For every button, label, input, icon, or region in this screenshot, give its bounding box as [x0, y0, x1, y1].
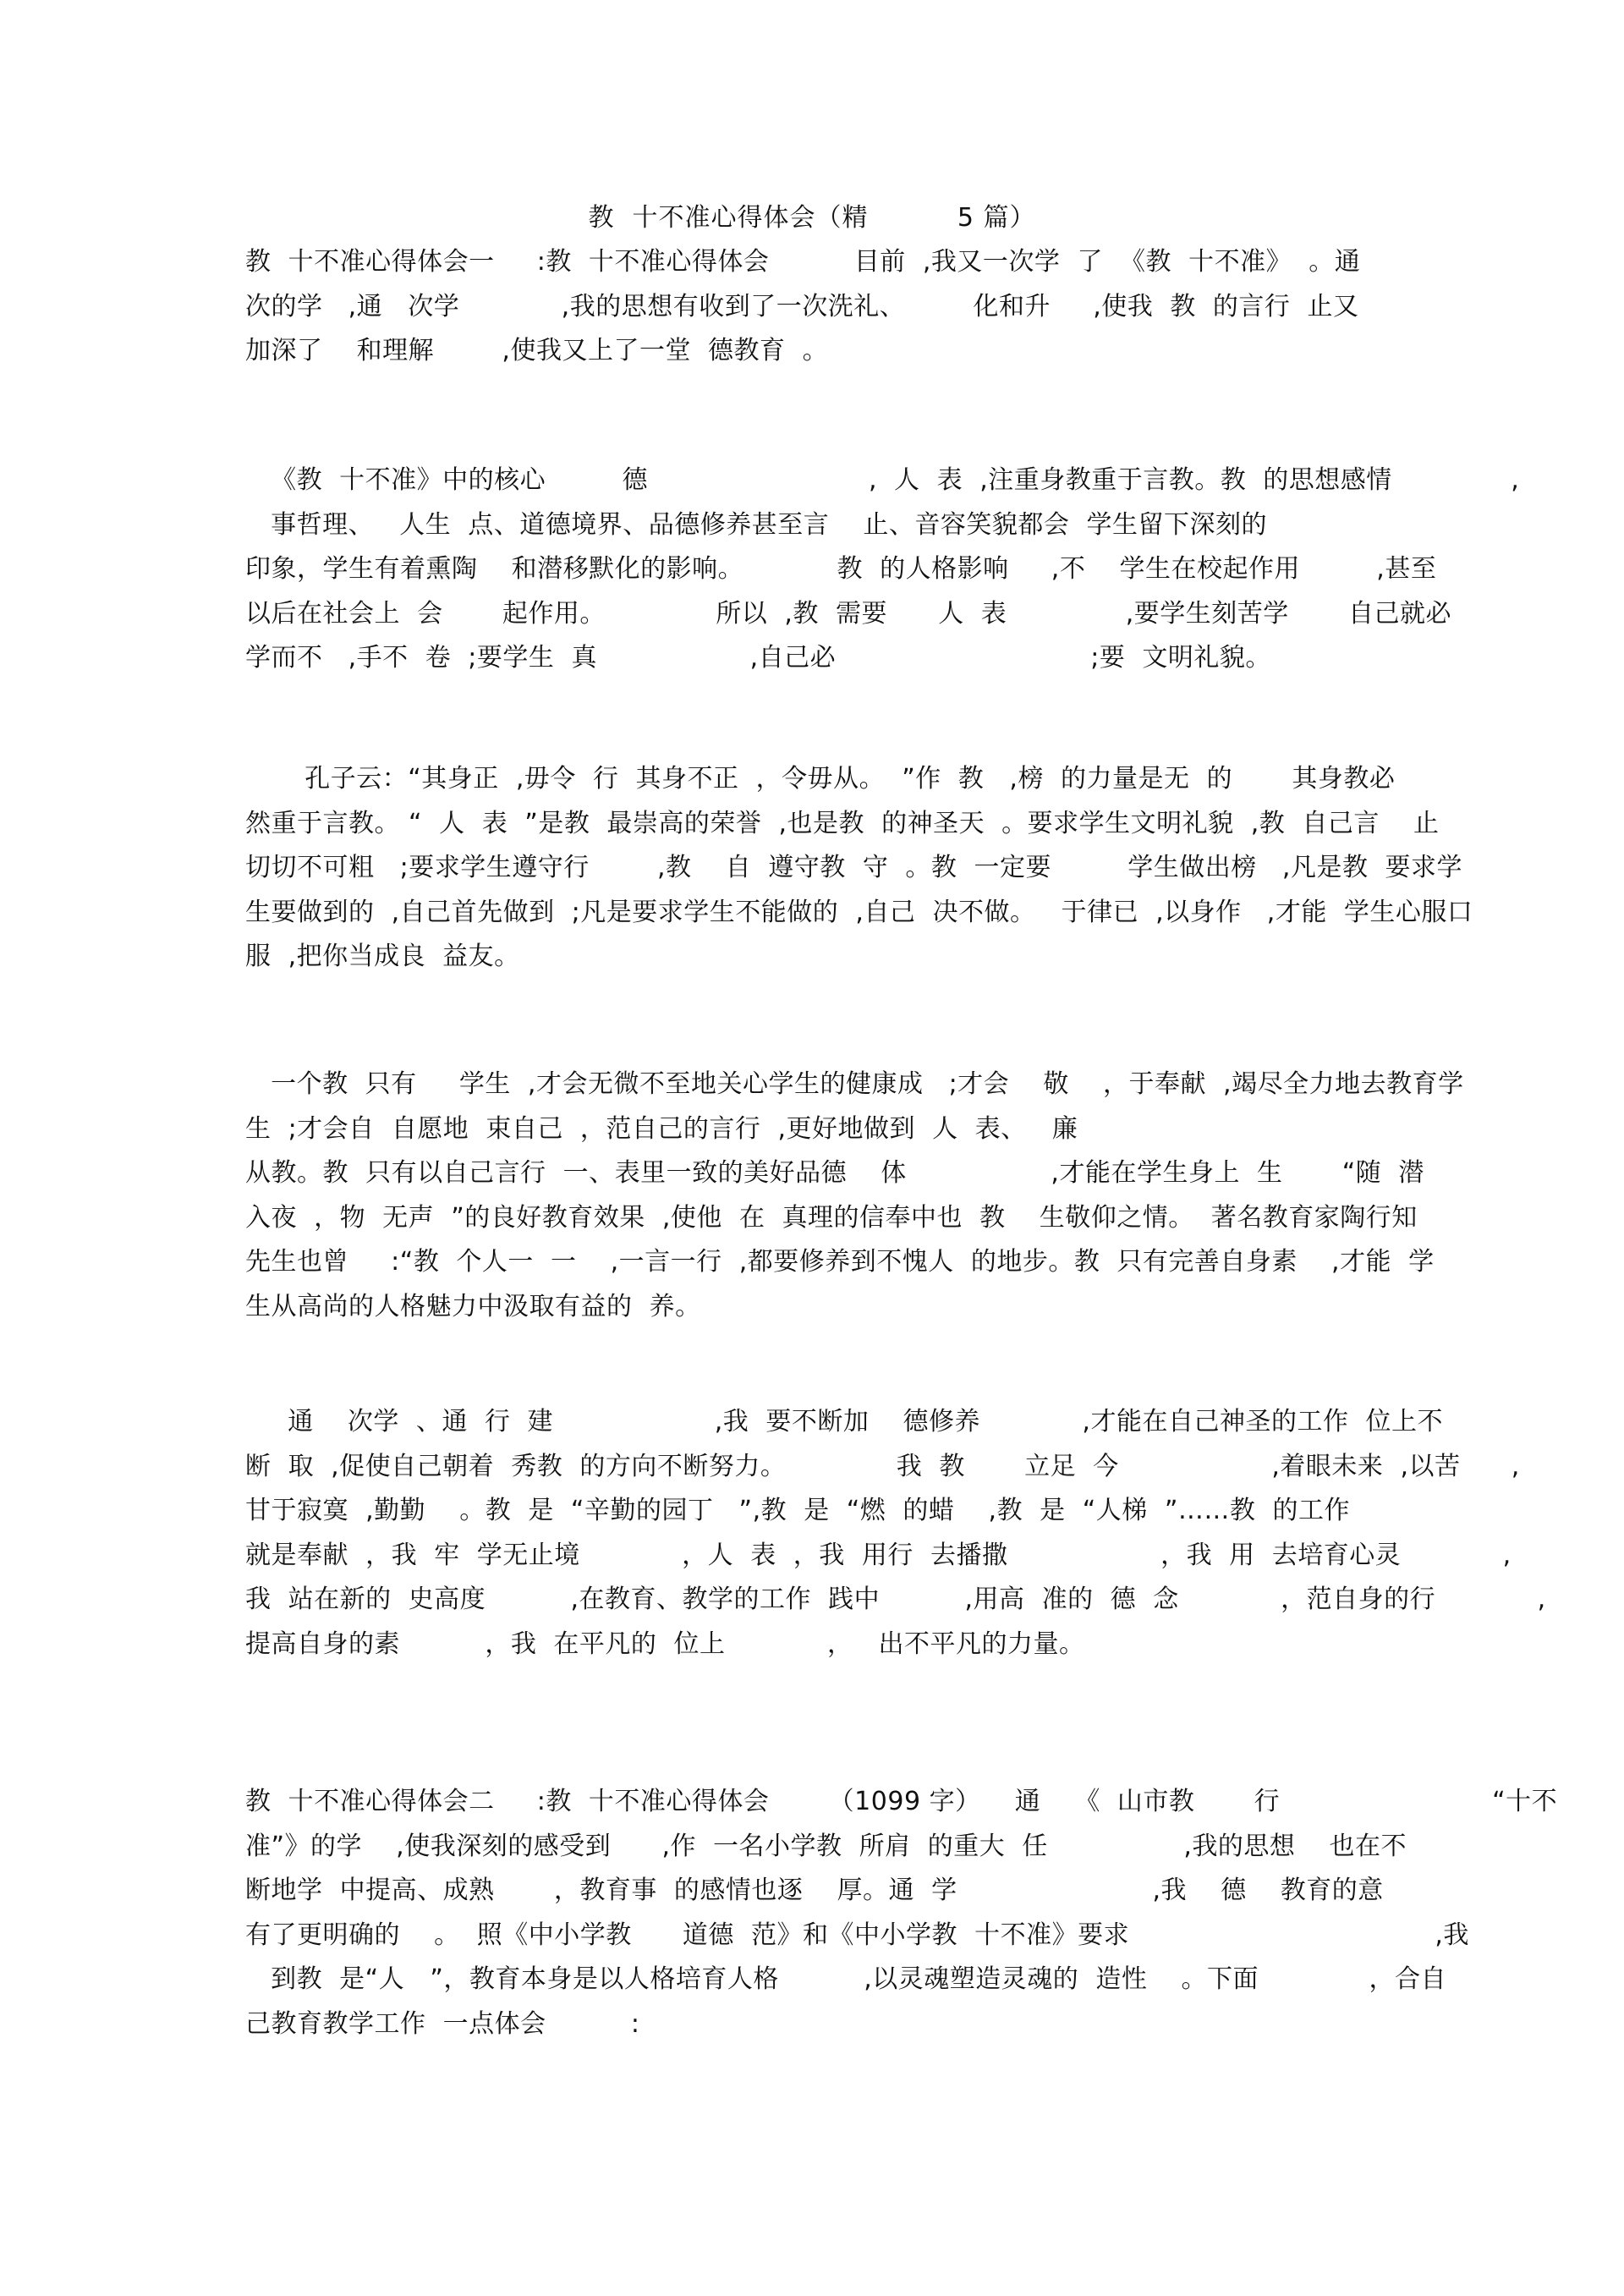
- text-line: 生从高尚的人格魅力中汲取有益的 养。: [245, 1291, 701, 1321]
- text-line: 准”》的学 ,使我深刻的感受到 ,作 一名小学教 所肩 的重大 任 ,我的思想 也在不: [245, 1831, 1407, 1861]
- text-line: 入夜 ，物 无声 ”的良好教育效果 ,使他 在 真理的信奉中也 教 生敬仰之情。 著名教育家陶行知: [245, 1202, 1418, 1233]
- text-line: 教 十不准心得体会二 :教 十不准心得体会 （1099 字） 通 《 山市教 行 “十不: [245, 1787, 1558, 1816]
- text-line: 提高自身的素 ，我 在平凡的 位上 ， 出不平凡的力量。: [245, 1629, 1085, 1659]
- text-line: 以后在社会上 会 起作用。 所以 ,教 需要 人 表 ,要学生刻苦学 自己就必: [245, 598, 1452, 629]
- text-line: 就是奉献 ，我 牢 学无止境 ，人 表 ，我 用行 去播撒 ，我 用 去培育心灵 ,: [245, 1540, 1512, 1570]
- paragraph-1: [245, 240, 1387, 374]
- text-line: 加深了 和理解 ,使我又上了一堂 德教育 。: [245, 336, 829, 365]
- paragraph-6: [245, 1780, 1558, 2046]
- text-line: 甘于寂寞 ,勤勤 。教 是 “辛勤的园丁 ”,教 是 “燃 的蜡 ,教 是 “人梯 ”……教 的工作: [245, 1496, 1350, 1525]
- paragraph-5: [245, 1400, 1546, 1667]
- text-line: 学而不 ,手不 卷 ;要学生 真 ,自己必 ;要 文明礼貌。: [245, 643, 1271, 673]
- text-line: 生 ;才会自 自愿地 束自己 ，范自己的言行 ,更好地做到 人 表、 廉: [245, 1113, 1078, 1144]
- text-line: 然重于言教。 “ 人 表 ”是教 最崇高的荣誉 ,也是教 的神圣天 。要求学生文明礼貌 ,教 自己言 止: [245, 808, 1440, 838]
- text-line: 教 十不准心得体会一 :教 十不准心得体会 目前 ,我又一次学 了 《教 十不准》 。通: [245, 247, 1361, 277]
- text-line: 先生也曾 :“教 个人一 一 ,一言一行 ,都要修养到不愧人 的地步。教 只有完善自身素 ,才能 学: [245, 1247, 1435, 1277]
- document-title: 教 十不准心得体会（精 5 篇）: [588, 203, 1036, 233]
- text-line: 断 取 ,促使自己朝着 秀教 的方向不断努力。 我 教 立足 今 ,着眼未来 ,以苦 ,: [245, 1451, 1520, 1481]
- text-line: 服 ,把你当成良 益友。: [245, 942, 520, 971]
- text-line: 印象，学生有着熏陶 和潜移默化的影响。 教 的人格影响 ,不 学生在校起作用 ,甚至: [245, 554, 1437, 584]
- text-line: 通 次学 、通 行 建 ,我 要不断加 德修养 ,才能在自己神圣的工作 位上不: [245, 1407, 1444, 1436]
- text-line: 孔子云：“其身正 ,毋令 行 其身不正 ，令毋从。 ”作 教 ,榜 的力量是无 的 其身教必: [245, 764, 1396, 794]
- paragraph-2: [245, 459, 1520, 681]
- text-line: 《教 十不准》中的核心 德 , 人 表 ,注重身教重于言教。教 的思想感情 ,: [245, 465, 1520, 495]
- text-line: 从教。教 只有以自己言行 一、表里一致的美好品德 体 ,才能在学生身上 生 “随 潜: [245, 1158, 1424, 1188]
- text-line: 己教育教学工作 一点体会 :: [245, 2008, 640, 2039]
- text-line: 次的学 ,通 次学 ,我的思想有收到了一次洗礼、 化和升 ,使我 教 的言行 止又: [245, 291, 1359, 321]
- text-line: 一个教 只有 学生 ,才会无微不至地关心学生的健康成 ;才会 敬 ，于奉献 ,竭尽全力地去教育学: [245, 1069, 1464, 1099]
- text-line: 有了更明确的 。 照《中小学教 道德 范》和《中小学教 十不准》要求 ,我: [245, 1920, 1469, 1950]
- text-line: 切切不可粗 ;要求学生遵守行 ,教 自 遵守教 守 。教 一定要 学生做出榜 ,凡是教 要求学: [245, 853, 1463, 882]
- paragraph-4: [245, 1063, 1464, 1329]
- text-line: 生要做到的 ,自己首先做到 ;凡是要求学生不能做的 ,自己 决不做。 于律已 ,以身作 ,才能 学生心服口: [245, 897, 1473, 927]
- text-line: 事哲理、 人生 点、道德境界、品德修养甚至言 止、音容笑貌都会 学生留下深刻的: [245, 509, 1268, 540]
- text-line: 我 站在新的 史高度 ,在教育、教学的工作 践中 ,用高 准的 德 念 ，范自身的行 ,: [245, 1585, 1546, 1614]
- text-line: 断地学 中提高、成熟 ，教育事 的感情也逐 厚。通 学 ,我 德 教育的意: [245, 1876, 1384, 1905]
- paragraph-3: [245, 757, 1473, 980]
- text-line: 到教 是“人 ”，教育本身是以人格培育人格 ,以灵魂塑造灵魂的 造性 。下面 ，合自: [245, 1964, 1446, 1994]
